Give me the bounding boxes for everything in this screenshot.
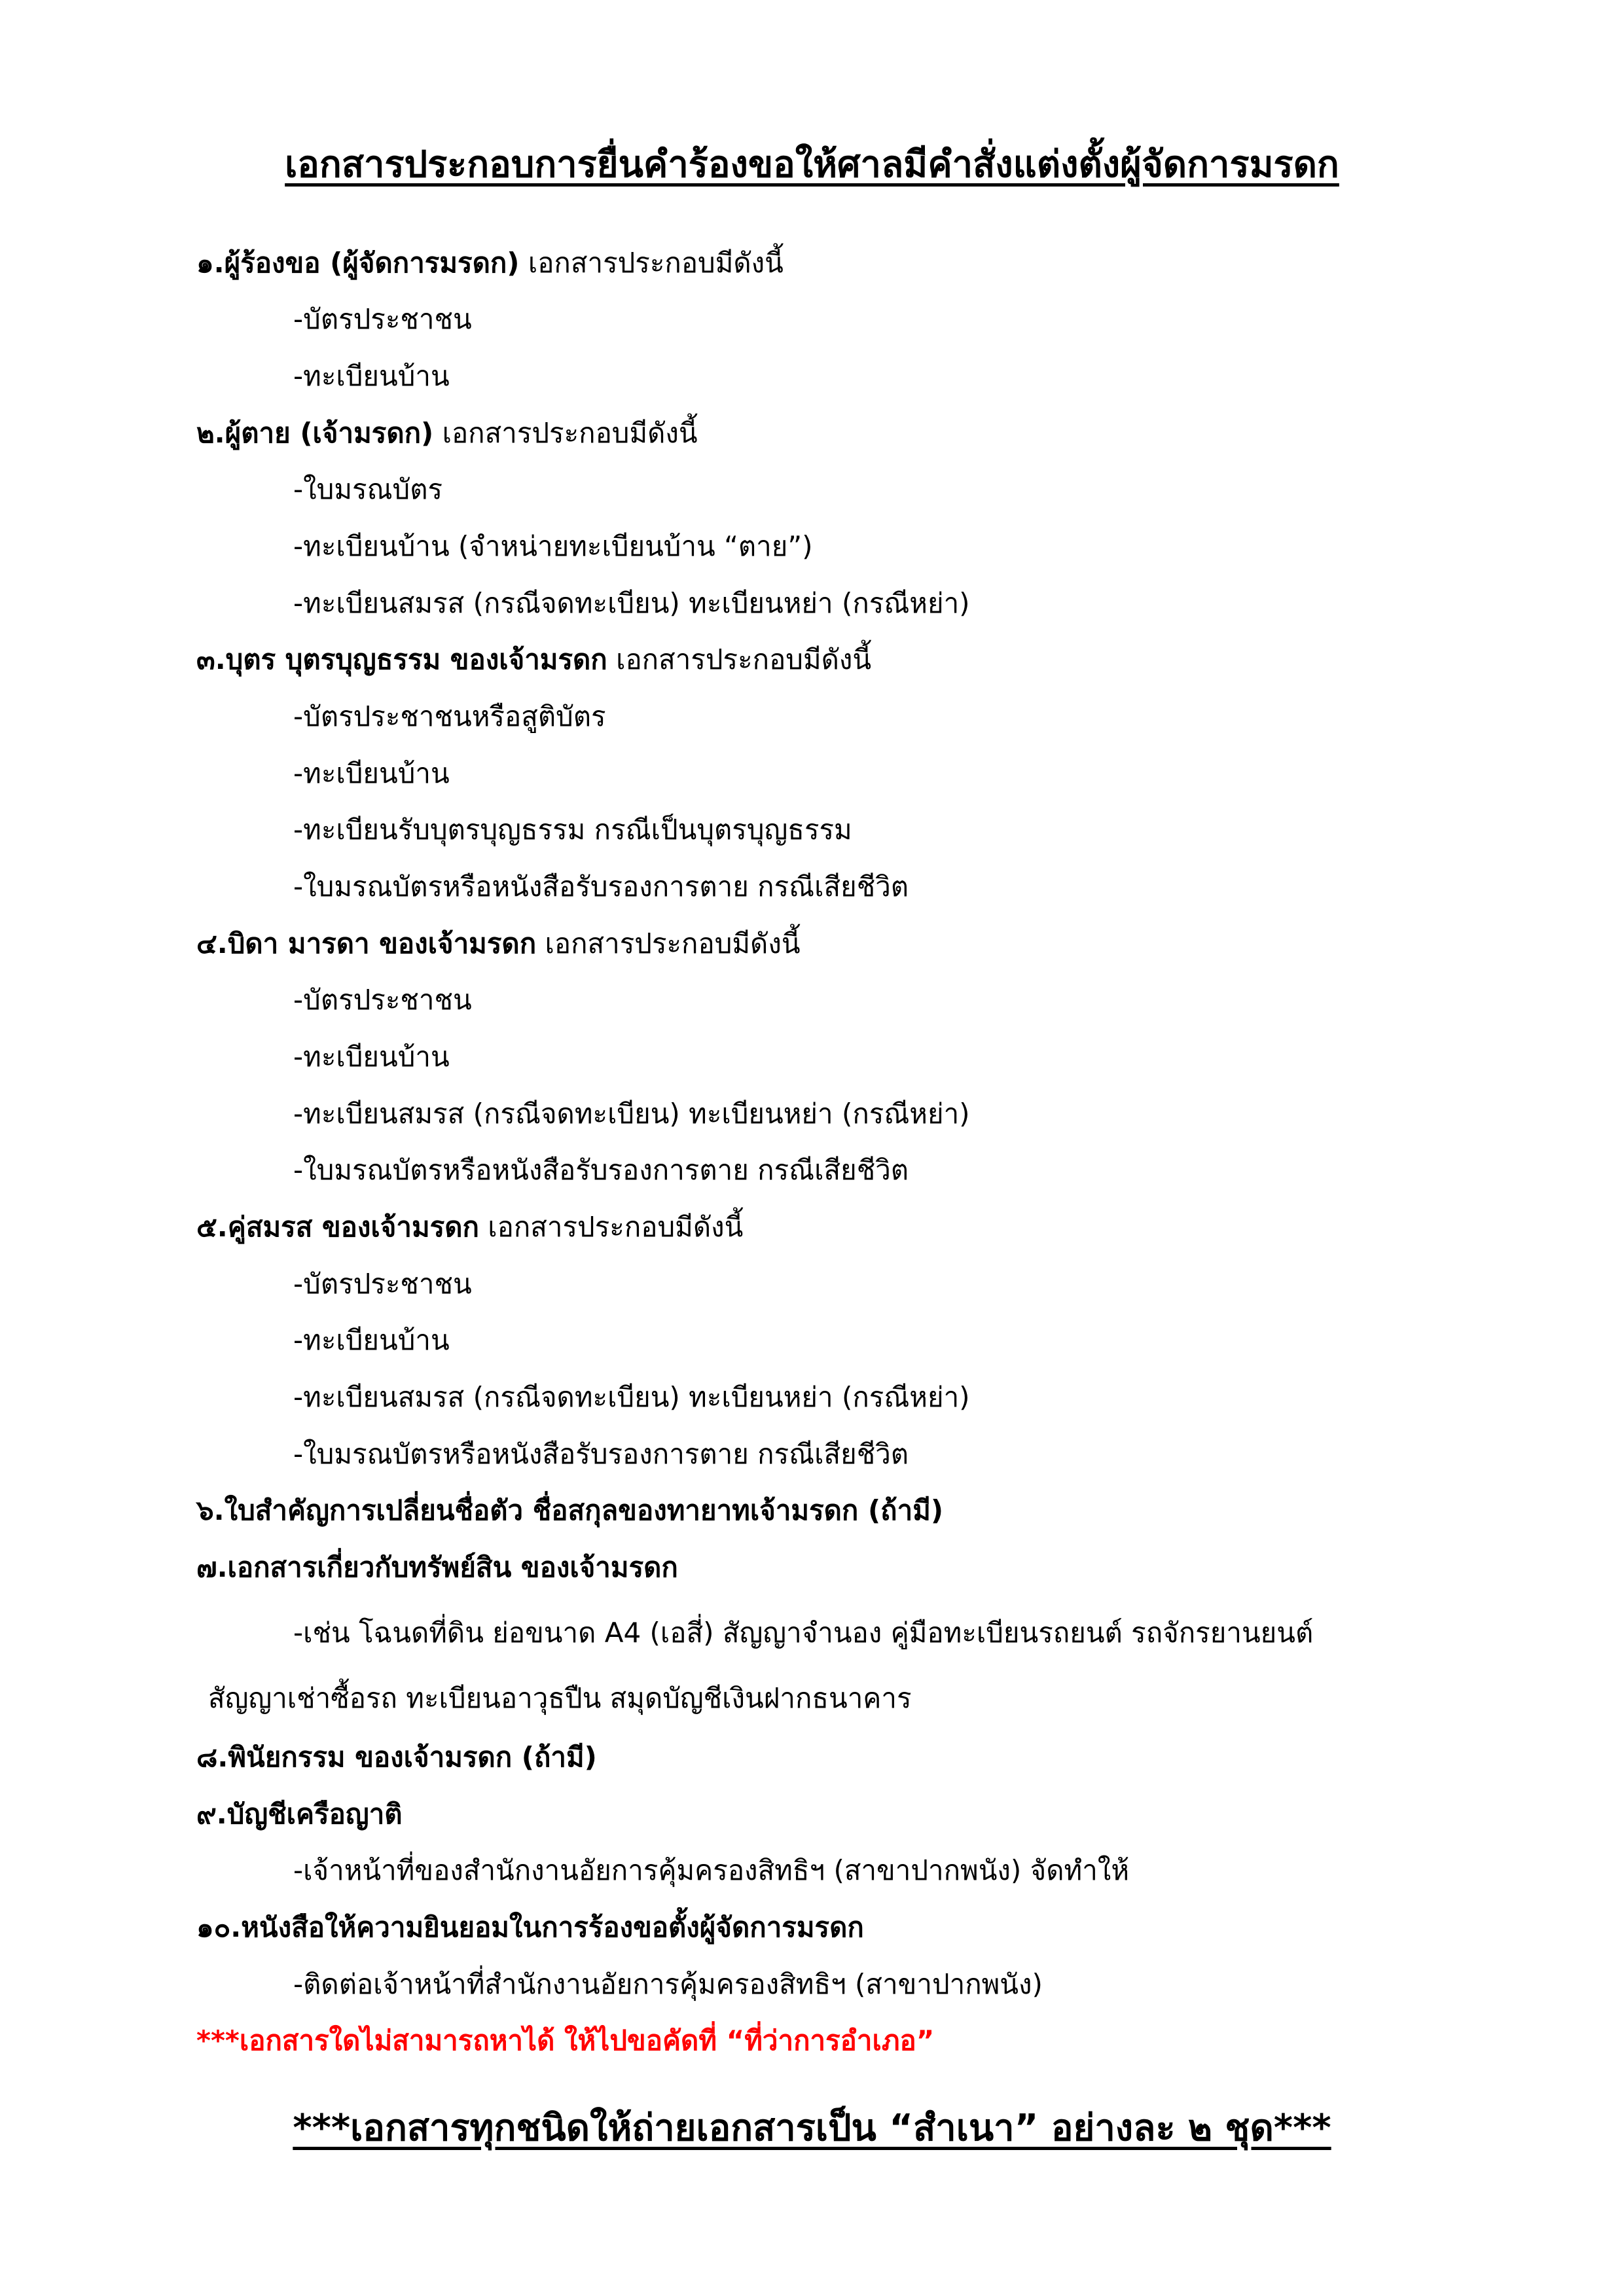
list-item: -ติดต่อเจ้าหน้าที่สำนักงานอัยการคุ้มครองสิทธิฯ (สาขาปากพนัง) (293, 1968, 1043, 2000)
list-item: -บัตรประชาชน (293, 303, 472, 335)
list-item: -เจ้าหน้าที่ของสำนักงานอัยการคุ้มครองสิทธิฯ (สาขาปากพนัง) จัดทำให้ (293, 1854, 1130, 1886)
section-heading-rest: เอกสารประกอบมีดังนี้ (478, 1211, 744, 1243)
list-item: -เช่น โฉนดที่ดิน ย่อขนาด A4 (เอสี่) สัญญาจำนอง คู่มือทะเบียนรถยนต์ รถจักรยานยนต์ (293, 1617, 1314, 1649)
section-heading-bold: ๘.พินัยกรรม ของเจ้ามรดก (ถ้ามี) (196, 1741, 597, 1773)
section-heading-rest: เอกสารประกอบมีดังนี้ (433, 417, 698, 449)
section-heading-10 (196, 1908, 864, 1947)
list-item: -ทะเบียนสมรส (กรณีจดทะเบียน) ทะเบียนหย่า (กรณีหย่า) (293, 1381, 970, 1413)
section-heading-4 (196, 924, 801, 963)
section-heading-3 (196, 640, 871, 679)
section-heading-bold: ๕.คู่สมรส ของเจ้ามรดก (196, 1211, 479, 1243)
section-heading-6 (196, 1491, 943, 1530)
list-item: -ทะเบียนบ้าน (293, 757, 450, 789)
section-heading-bold: ๓.บุตร บุตรบุญธรรม ของเจ้ามรดก (196, 643, 607, 675)
section-heading-bold: ๖.ใบสำคัญการเปลี่ยนชื่อตัว ชื่อสกุลของทายาทเจ้ามรดก (ถ้ามี) (196, 1494, 944, 1526)
section-heading-5 (196, 1208, 743, 1247)
list-item: -ใบมรณบัตร (293, 473, 443, 505)
list-item: -ใบมรณบัตรหรือหนังสือรับรองการตาย กรณีเสียชีวิต (293, 1154, 909, 1186)
list-item: -ใบมรณบัตรหรือหนังสือรับรองการตาย กรณีเสียชีวิต (293, 870, 909, 903)
list-item: -ใบมรณบัตรหรือหนังสือรับรองการตาย กรณีเสียชีวิต (293, 1438, 909, 1470)
list-item: -บัตรประชาชน (293, 984, 472, 1016)
section-heading-rest: เอกสารประกอบมีดังนี้ (607, 643, 872, 675)
section-heading-8 (196, 1738, 597, 1777)
footer-note: ***เอกสารทุกชนิดให้ถ่ายเอกสารเป็น “สำเนา” อย่างละ ๒ ชุด*** (293, 2107, 1331, 2149)
section-heading-bold: ๔.บิดา มารดา ของเจ้ามรดก (196, 927, 537, 960)
section-heading-rest: เอกสารประกอบมีดังนี้ (519, 247, 784, 279)
list-item: -ทะเบียนบ้าน (293, 1041, 450, 1073)
section-heading-bold: ๒.ผู้ตาย (เจ้ามรดก) (196, 417, 434, 449)
section-heading-bold: ๗.เอกสารเกี่ยวกับทรัพย์สิน ของเจ้ามรดก (196, 1551, 678, 1583)
section-heading-bold: ๑.ผู้ร้องขอ (ผู้จัดการมรดก) (196, 247, 520, 279)
section-heading-bold: ๑๐.หนังสือให้ความยินยอมในการร้องขอตั้งผู้จัดการมรดก (196, 1911, 864, 1943)
section-heading-7 (196, 1548, 678, 1587)
list-item: -บัตรประชาชนหรือสูติบัตร (293, 700, 606, 732)
section-heading-1 (196, 243, 784, 283)
list-item: -ทะเบียนบ้าน (293, 1324, 450, 1356)
list-item: -ทะเบียนบ้าน (293, 360, 450, 392)
section-heading-2 (196, 414, 698, 453)
list-item: -ทะเบียนรับบุตรบุญธรรม กรณีเป็นบุตรบุญธรรม (293, 814, 852, 846)
list-item: -ทะเบียนสมรส (กรณีจดทะเบียน) ทะเบียนหย่า (กรณีหย่า) (293, 587, 970, 619)
list-item: -ทะเบียนสมรส (กรณีจดทะเบียน) ทะเบียนหย่า (กรณีหย่า) (293, 1098, 970, 1130)
list-item: -ทะเบียนบ้าน (จำหน่ายทะเบียนบ้าน “ตาย”) (293, 530, 813, 562)
section-heading-bold: ๙.บัญชีเครือญาติ (196, 1798, 403, 1830)
red-note: ***เอกสารใดไม่สามารถหาได้ ให้ไปขอคัดที่ “ที่ว่าการอำเภอ” (196, 2024, 935, 2056)
section-heading-rest: เอกสารประกอบมีดังนี้ (536, 927, 801, 960)
list-item-continuation: สัญญาเช่าซื้อรถ ทะเบียนอาวุธปืน สมุดบัญชีเงินฝากธนาคาร (208, 1682, 912, 1714)
section-heading-9 (196, 1795, 403, 1834)
list-item: -บัตรประชาชน (293, 1268, 472, 1300)
document-title: เอกสารประกอบการยื่นคำร้องขอให้ศาลมีคำสั่งแต่งตั้งผู้จัดการมรดก (285, 143, 1339, 186)
